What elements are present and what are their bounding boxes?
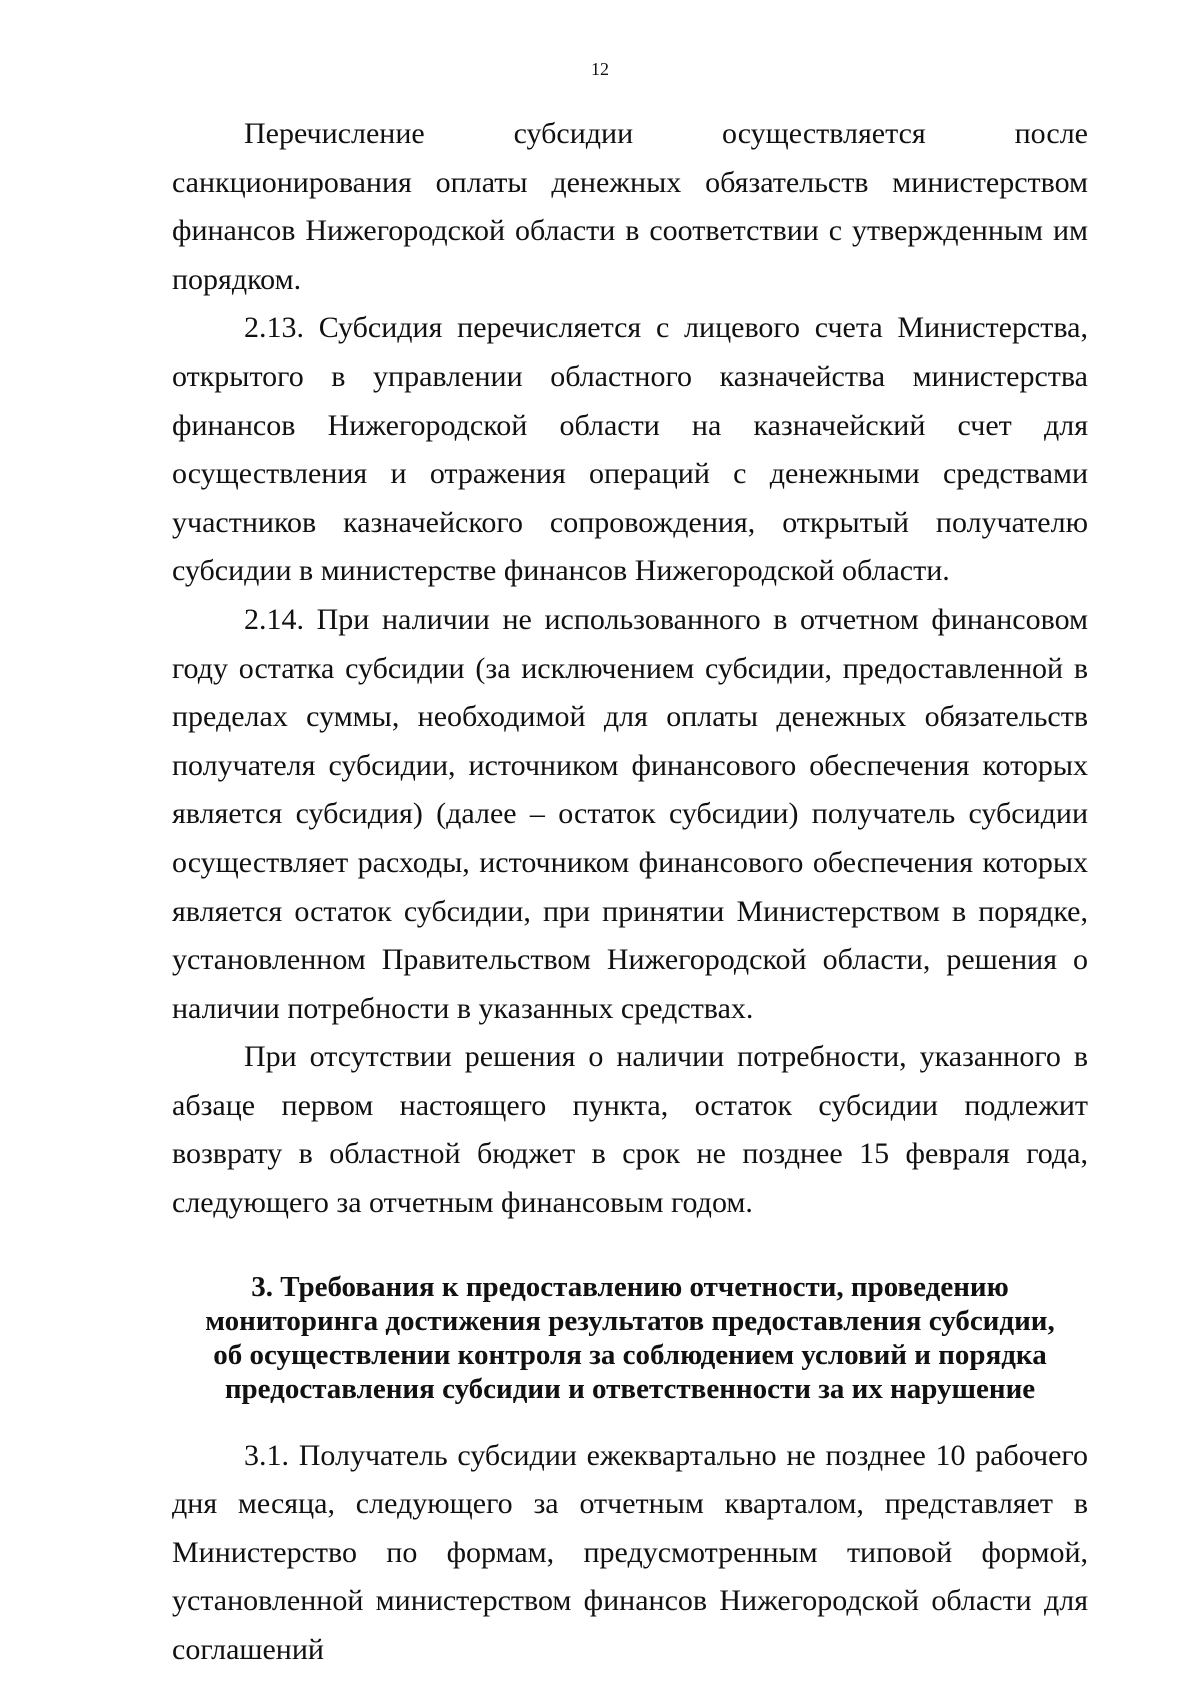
section-heading-line: предоставления субсидии и ответственности за их нарушение <box>224 1372 1036 1405</box>
paragraph-refund: При отсутствии решения о наличии потребности, указанного в абзаце первом настоящего пункта, остаток субсидии подлежит возврату в областной бюджет в срок не позднее 15 февраля года, следующего за отчетным финансовым годом. <box>172 1040 1088 1220</box>
paragraph-3-1: 3.1. Получатель субсидии ежеквартально не позднее 10 рабочего дня месяца, следующего за отчетным кварталом, представляет в Министерство по формам, предусмотренным типовой формой, установленной министерством финансов Нижегородской области для соглашений <box>172 1438 1088 1667</box>
section-3-heading <box>172 1270 1088 1406</box>
section-heading-line: мониторинга достижения результатов предоставления субсидии, <box>205 1304 1055 1337</box>
paragraph-2-13: 2.13. Субсидия перечисляется с лицевого счета Министерства, открытого в управлении областного казначейства министерства финансов Нижегородской области на казначейский счет для осуществления и отражения операций с денежными средствами участников казначейского сопровождения, открытый получателю субсидии в министерстве финансов Нижегородской области. <box>172 311 1088 588</box>
paragraph-transfer-subsidy: Перечисление субсидии осуществляется после санкционирования оплаты денежных обязательств министерством финансов Нижегородской области в соответствии с утвержденным им порядком. <box>172 117 1088 296</box>
paragraph-2-14: 2.14. При наличии не использованного в отчетном финансовом году остатка субсидии (за исключением субсидии, предоставленной в пределах суммы, необходимой для оплаты денежных обязательств получателя субсидии, источником финансового обеспечения которых является субсидия) (далее – остаток субсидии) получатель субсидии осуществляет расходы, источником финансового обеспечения которых является остаток субсидии, при принятии Министерством в порядке, установленном Правительством Нижегородской области, решения о наличии потребности в указанных средствах. <box>172 602 1088 1025</box>
page-number: 12 <box>591 59 609 79</box>
section-heading-line: об осуществлении контроля за соблюдением условий и порядка <box>213 1338 1047 1371</box>
document-body <box>172 110 1088 1675</box>
section-heading-line: 3. Требования к предоставлению отчетности, проведению <box>251 1270 1009 1303</box>
